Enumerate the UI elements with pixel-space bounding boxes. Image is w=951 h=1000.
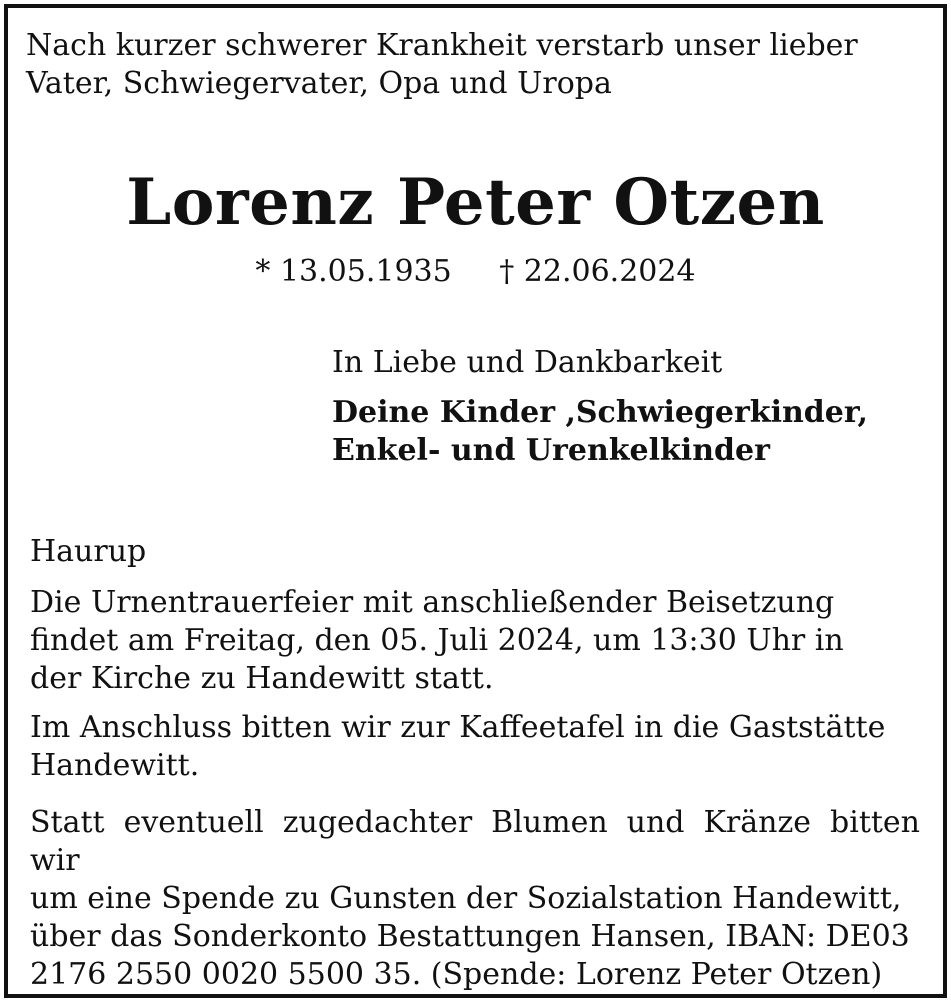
service-line: Die Urnentrauerfeier mit anschließender Beisetzung xyxy=(30,585,835,620)
intro-line: Vater, Schwiegervater, Opa und Uropa xyxy=(26,66,612,101)
intro-text xyxy=(26,27,916,103)
service-line: der Kirche zu Handewitt statt. xyxy=(30,661,494,696)
signers-line: Enkel- und Urenkelkinder xyxy=(332,433,770,468)
birth-date: * 13.05.1935 xyxy=(255,254,452,289)
signature-intro: In Liebe und Dankbarkeit xyxy=(332,345,723,380)
death-date: † 22.06.2024 xyxy=(499,254,696,289)
donation-details xyxy=(30,804,920,994)
signers xyxy=(332,394,868,470)
intro-line: Nach kurzer schwerer Krankheit verstarb unser lieber xyxy=(26,28,858,63)
signers-line: Deine Kinder ,Schwiegerkinder, xyxy=(332,395,868,430)
life-dates xyxy=(0,252,951,292)
reception-line: Handewitt. xyxy=(30,748,200,783)
place-name: Haurup xyxy=(30,534,147,569)
deceased-name: Lorenz Peter Otzen xyxy=(126,165,825,240)
donation-line: über das Sonderkonto Bestattungen Hansen, IBAN: DE03 xyxy=(30,919,910,954)
donation-line: 2176 2550 0020 5500 35. (Spende: Lorenz Peter Otzen) xyxy=(30,957,883,992)
donation-line: Statt eventuell zugedachter Blumen und Kränze bitten wir xyxy=(30,805,920,878)
reception-details xyxy=(30,709,920,785)
service-details xyxy=(30,584,920,698)
reception-line: Im Anschluss bitten wir zur Kaffeetafel in die Gaststätte xyxy=(30,710,886,745)
service-line: findet am Freitag, den 05. Juli 2024, um 13:30 Uhr in xyxy=(30,623,844,658)
donation-line: um eine Spende zu Gunsten der Sozialstation Handewitt, xyxy=(30,881,902,916)
